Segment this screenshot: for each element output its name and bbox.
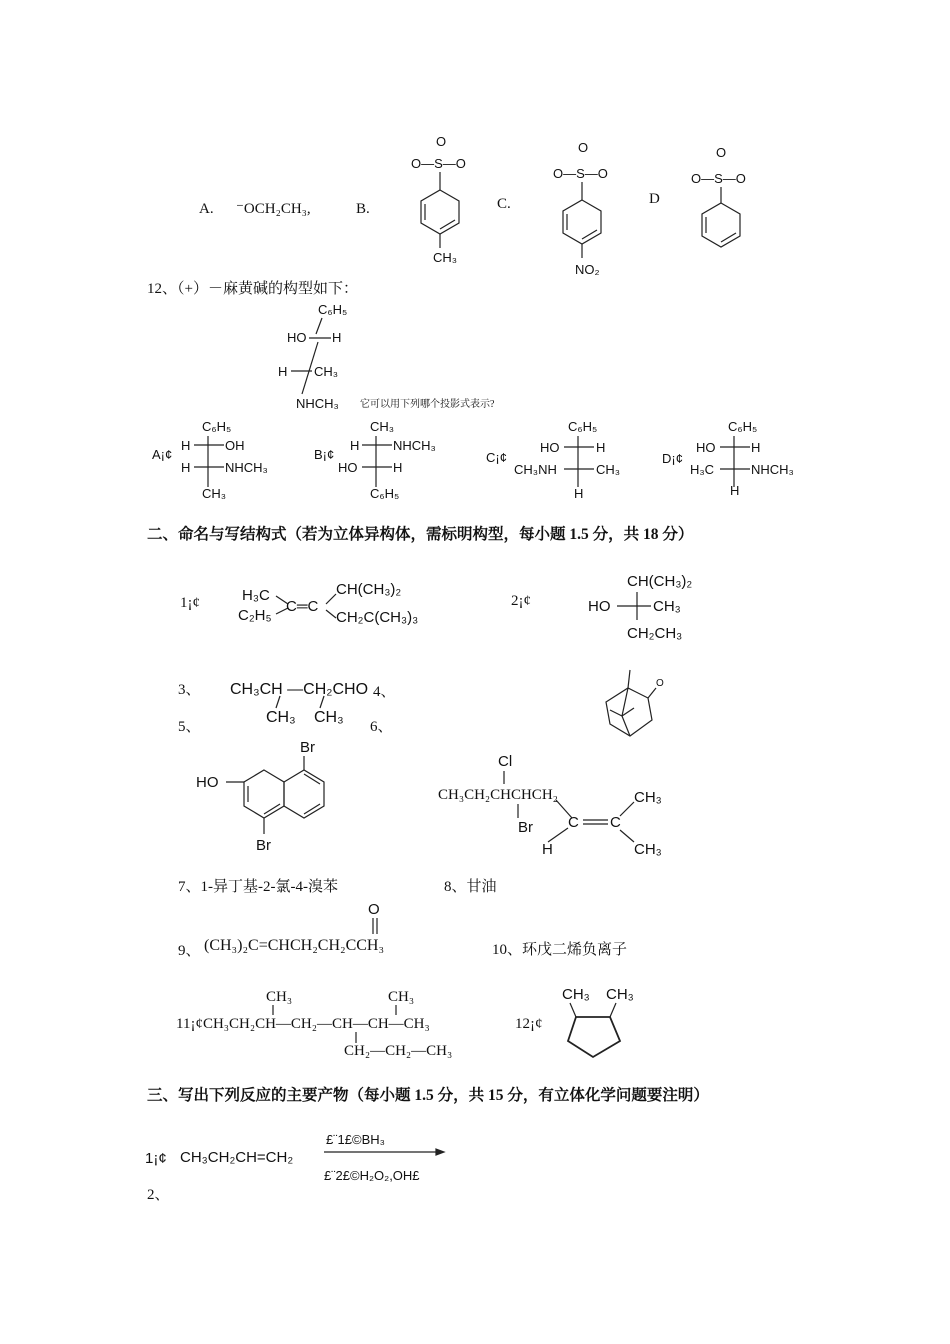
s2-q2-structure (585, 570, 715, 645)
q11-c-o-minus: O (578, 140, 589, 155)
q12-question: 它可以用下列哪个投影式表示? (360, 399, 495, 410)
q12-option-d-label: D¡¢ (662, 451, 683, 466)
svg-text:£¨1£©BH₃: £¨1£©BH₃ (326, 1132, 385, 1147)
svg-text:C₆H₅: C₆H₅ (202, 419, 232, 434)
q11-b-so-line: O—S—O (411, 156, 466, 171)
section3-title: 三、写出下列反应的主要产物（每小题 1.5 分，共 15 分，有立体化学问题要注明） (147, 1087, 709, 1104)
svg-text:O: O (368, 901, 380, 918)
svg-text:NHCH₃: NHCH₃ (296, 396, 339, 411)
svg-text:CH₃CH —CH₂CHO: CH₃CH —CH₂CHO (230, 681, 369, 698)
svg-text:HO: HO (287, 330, 307, 345)
svg-text:O: O (656, 678, 664, 689)
svg-text:C═C: C═C (286, 598, 319, 615)
svg-text:CH₂C(CH₃)₃: CH₂C(CH₃)₃ (336, 609, 419, 626)
svg-text:Br: Br (518, 819, 533, 836)
svg-text:Cl: Cl (498, 753, 513, 770)
s2-q5-naphthalene-structure (192, 736, 332, 861)
q11-d-so-line: O—S—O (691, 171, 746, 186)
q11-b-o-minus: O (436, 134, 447, 149)
svg-text:H: H (181, 438, 191, 453)
svg-text:CH₃: CH₃ (202, 486, 227, 501)
svg-text:C₆H₅: C₆H₅ (568, 419, 598, 434)
svg-text:11¡¢CH₃CH₂CH—CH₂—CH—CH—CH₃: 11¡¢CH₃CH₂CH—CH₂—CH—CH—CH₃ (176, 1016, 430, 1032)
s2-q9-formula: (CH₃)₂C=CHCH₂CH₂CCH₃ (204, 937, 385, 954)
svg-text:H₃C: H₃C (242, 587, 270, 604)
svg-text:H₃C: H₃C (690, 462, 715, 477)
svg-text:CH₂—CH₂—CH₃: CH₂—CH₂—CH₃ (344, 1043, 453, 1059)
svg-text:CH₃: CH₃ (266, 709, 296, 726)
s2-q12-cyclopentane-structure (558, 983, 648, 1063)
q11-c-nitro: NO₂ (575, 262, 600, 277)
q12-option-c-label: C¡¢ (486, 450, 507, 465)
s3-q1-reaction-arrow (318, 1128, 448, 1188)
svg-text:H: H (542, 841, 553, 858)
svg-text:CH₃: CH₃ (634, 841, 662, 858)
q12-prompt: 12、（+）－麻黄碱的构型如下： (147, 281, 358, 297)
svg-text:H: H (278, 364, 288, 379)
svg-text:HO: HO (540, 440, 560, 455)
q11-option-b-label: B. (356, 201, 370, 217)
svg-text:H: H (730, 483, 740, 498)
svg-text:C₆H₅: C₆H₅ (728, 419, 758, 434)
svg-text:H: H (574, 486, 584, 501)
s3-q2-label: 2、 (147, 1187, 170, 1203)
svg-text:OH: OH (225, 438, 245, 453)
svg-text:HO: HO (196, 774, 219, 791)
svg-text:CH₃: CH₃ (314, 364, 339, 379)
s2-q1-label: 1¡¢ (180, 595, 200, 611)
svg-text:CH₃: CH₃ (596, 462, 621, 477)
s3-q1-label: 1¡¢ (145, 1150, 167, 1167)
s2-q6-structure (438, 750, 678, 865)
svg-text:CH₃: CH₃ (388, 989, 415, 1005)
svg-text:CH₃: CH₃ (653, 598, 681, 615)
svg-text:H: H (393, 460, 403, 475)
svg-text:H: H (181, 460, 191, 475)
s2-q7: 7、1-异丁基-2-氯-4-溴苯 (178, 879, 338, 895)
svg-text:CH₃CH₂CHCHCH₂: CH₃CH₂CHCHCH₂ (438, 787, 558, 803)
s2-q9-carbonyl (366, 898, 386, 938)
svg-text:NHCH₃: NHCH₃ (393, 438, 436, 453)
svg-text:H: H (596, 440, 606, 455)
svg-text:CH(CH₃)₂: CH(CH₃)₂ (627, 573, 693, 590)
svg-text:NHCH₃: NHCH₃ (751, 462, 794, 477)
q11-d-o-minus: O (716, 145, 727, 160)
svg-text:NHCH₃: NHCH₃ (225, 460, 268, 475)
s2-q4-camphor-structure (596, 664, 676, 744)
svg-text:CH(CH₃)₂: CH(CH₃)₂ (336, 581, 402, 598)
svg-text:CH₃: CH₃ (606, 986, 634, 1003)
s2-q12-label: 12¡¢ (515, 1016, 543, 1032)
q11-c-so-line: O—S—O (553, 166, 608, 181)
section2-title: 二、命名与写结构式（若为立体异构体，需标明构型，每小题 1.5 分，共 18 分） (147, 526, 694, 543)
q12-option-a[interactable] (150, 415, 290, 505)
svg-text:CH₃: CH₃ (562, 986, 590, 1003)
s2-q3-label: 3、 (178, 682, 201, 698)
svg-text:HO: HO (696, 440, 716, 455)
svg-text:H: H (350, 438, 360, 453)
s2-q1-structure (236, 572, 436, 632)
s2-q5-label: 5、 (178, 719, 201, 735)
q12-option-c[interactable] (484, 415, 634, 505)
svg-text:£¨2£©H₂O₂,OH£: £¨2£©H₂O₂,OH£ (324, 1168, 420, 1183)
q11-option-a-label: A. (199, 201, 214, 217)
svg-text:CH₃: CH₃ (370, 419, 395, 434)
svg-text:C₆H₅: C₆H₅ (318, 302, 348, 317)
svg-text:HO: HO (338, 460, 358, 475)
svg-text:C₆H₅: C₆H₅ (370, 486, 400, 501)
q11-option-d-structure (686, 143, 766, 253)
q11-option-d-label: D (649, 191, 660, 207)
svg-text:HO: HO (588, 598, 611, 615)
svg-text:H: H (751, 440, 761, 455)
s2-q11-structure (176, 985, 476, 1065)
svg-text:CH₂CH₃: CH₂CH₃ (627, 625, 683, 642)
s2-q2-label: 2¡¢ (511, 593, 531, 609)
q12-option-b-label: B¡¢ (314, 447, 335, 462)
svg-text:C₂H₅: C₂H₅ (238, 607, 272, 624)
q11-option-b-structure (400, 130, 480, 270)
s2-q9-label: 9、 (178, 943, 201, 959)
svg-text:C: C (610, 814, 621, 831)
q12-option-b[interactable] (312, 415, 452, 505)
svg-text:CH₃: CH₃ (266, 989, 293, 1005)
s3-q1-reactant: CH₃CH₂CH=CH₂ (180, 1149, 294, 1166)
svg-text:CH₃: CH₃ (634, 789, 662, 806)
q11-option-a-formula: ⁻OCH₂CH₃, (236, 201, 311, 217)
q11-option-c-label: C. (497, 196, 511, 212)
q11-b-methyl: CH₃ (433, 250, 458, 265)
svg-text:C: C (568, 814, 579, 831)
svg-text:Br: Br (256, 837, 271, 854)
svg-text:CH₃NH: CH₃NH (514, 462, 557, 477)
q12-option-d[interactable] (662, 415, 812, 505)
svg-text:CH₃: CH₃ (314, 709, 344, 726)
s2-q10: 10、环戊二烯负离子 (492, 942, 628, 958)
q12-ephedrine-structure (276, 298, 366, 416)
s2-q4-label: 4、 (373, 684, 396, 700)
s2-q8: 8、甘油 (444, 879, 497, 895)
svg-text:H: H (332, 330, 342, 345)
q11-option-c-structure (542, 138, 622, 283)
s2-q6-label: 6、 (370, 719, 393, 735)
q12-option-a-label: A¡¢ (152, 447, 173, 462)
svg-text:Br: Br (300, 739, 315, 756)
